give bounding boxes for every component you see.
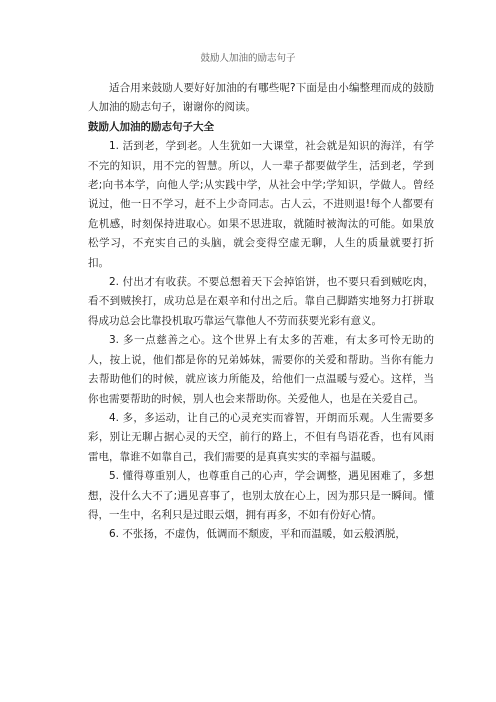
body-paragraph-6: 6. 不张扬，不虚伪，低调而不颓废，平和而温暖，如云般洒脱， xyxy=(109,528,406,541)
document-title: 鼓励人加油的励志句子 xyxy=(200,53,296,64)
body-paragraph-1: 1. 活到老，学到老。人生犹如一大课堂，社会就是知识的海洋，有学不完的知识，用不完的智慧。所以，人一辈子都要做学生，活到老，学到老;向书本学，向他人学;从实践中学，从社会中学;学知识，学做人。曾经说过，他一日不学习，赶不上少奇同志。古人云，不进则退!每个人都要有危机感，时刻保持进取心。如果不思进取，就随时被淘汰的可能。如果放松学习，不充实自己的头脑，就会变得空虚无聊，人生的质量就要打折扣。 xyxy=(88,140,434,269)
intro-paragraph: 适合用来鼓励人要好好加油的有哪些呢?下面是由小编整理而成的鼓励人加油的励志句子，谢谢你的阅读。 xyxy=(88,82,434,114)
section-heading: 鼓励人加油的励志句子大全 xyxy=(88,120,214,133)
body-paragraph-5: 5. 懂得尊重别人，也尊重自己的心声，学会调整，遇见困难了，多想想，没什么大不了;遇见喜事了，也别太放在心上，因为那只是一瞬间。懂得，一生中，名利只是过眼云烟，拥有再多，不如有份好心情。 xyxy=(88,470,434,521)
body-paragraph-2: 2. 付出才有收获。不要总想着天下会掉馅饼，也不要只看到贼吃肉，看不到贼挨打，成功总是在艰辛和付出之后。靠自己脚踏实地努力打拼取得成功总会比靠投机取巧靠运气靠他人不劳而获要光彩有意义。 xyxy=(88,276,434,327)
document-body xyxy=(88,79,434,545)
body-paragraph-3: 3. 多一点慈善之心。这个世界上有太多的苦难，有太多可怜无助的人，按上说，他们都是你的兄弟姊妹，需要你的关爱和帮助。当你有能力去帮助他们的时候，就应该力所能及，给他们一点温暖与爱心。这样，当你也需要帮助的时候，别人也会来帮助你。关爱他人，也是在关爱自己。 xyxy=(88,334,434,405)
body-paragraph-4: 4. 多，多运动，让自己的心灵充实而睿智，开朗而乐观。人生需要多彩，别让无聊占据心灵的天空，前行的路上，不但有鸟语花香，也有风雨雷电，靠谁不如靠自己，我们需要的是真真实实的幸福与温暖。 xyxy=(88,411,434,463)
